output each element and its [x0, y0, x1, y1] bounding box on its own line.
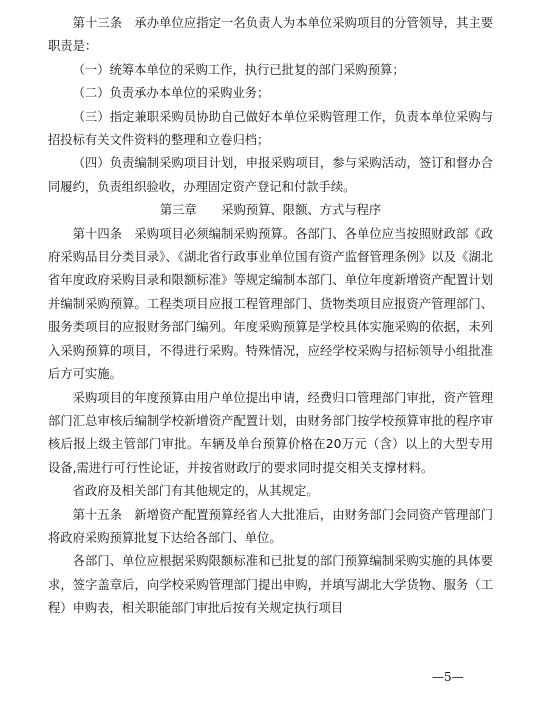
duty-item-4: （四）负责编制采购项目计划，申报采购项目，参与采购活动，签订和督办合同履约，负责组织验收，办理固定资产登记和付款手续。: [48, 156, 493, 194]
annual-budget-paragraph: 采购项目的年度预算由用户单位提出申请，经费归口管理部门审批，资产管理部门汇总审核后编制学校新增资产配置计划，由财务部门按学校预算审批的程序审核后报上级主管部门审批。车辆及单台预算价格在20万元（含）以上的大型专用设备,需进行可行性论证，并按省财政厅的要求同时提交相关支撑材料。: [48, 390, 493, 475]
purchase-request-paragraph: 各部门、单位应根据采购限额标准和已批复的部门预算编制采购实施的具体要求，签字盖章后，向学校采购管理部门提出申购，并填写湖北大学货物、服务（工程）申购表，相关职能部门审批后按有关规定执行项目: [48, 554, 493, 616]
other-provisions-paragraph: 省政府及相关部门有其他规定的，从其规定。: [72, 484, 319, 499]
duty-item-2: （二）负责承办本单位的采购业务；: [72, 86, 270, 101]
article-15: 第十五条 新增资产配置预算经省人大批准后，由财务部门会同资产管理部门将政府采购预算批复下达给各部门、单位。: [48, 507, 493, 545]
document-body: [48, 12, 493, 621]
page-number: —5—: [432, 670, 464, 684]
duty-item-1: （一）统筹本单位的采购工作，执行已批复的部门采购预算；: [72, 62, 405, 77]
chapter-3-heading: 第三章 采购预算、限额、方式与程序: [159, 203, 382, 218]
duty-item-3: （三）指定兼职采购员协助自己做好本单位采购管理工作，负责本单位采购与招投标有关文件资料的整理和立卷归档；: [48, 109, 493, 148]
article-13-intro: 第十三条 承办单位应指定一名负责人为本单位采购项目的分管领导，其主要职责是：: [48, 16, 493, 54]
article-14: 第十四条 采购项目必须编制采购预算。各部门、各单位应当按照财政部《政府采购品目分类目录》、《湖北省行政事业单位国有资产监督管理条例》以及《湖北省年度政府采购目录和限额标准》等规定编制本部门、单位年度新增资产配置计划并编制采购预算。工程类项目应报工程管理部门、货物类项目应报资产管理部门、服务类项目的应报财务部门编列。年度采购预算是学校具体实施采购的依据，未列入采购预算的项目，不得进行采购。特殊情况，应经学校采购与招标领导小组批准后方可实施。: [48, 226, 493, 382]
